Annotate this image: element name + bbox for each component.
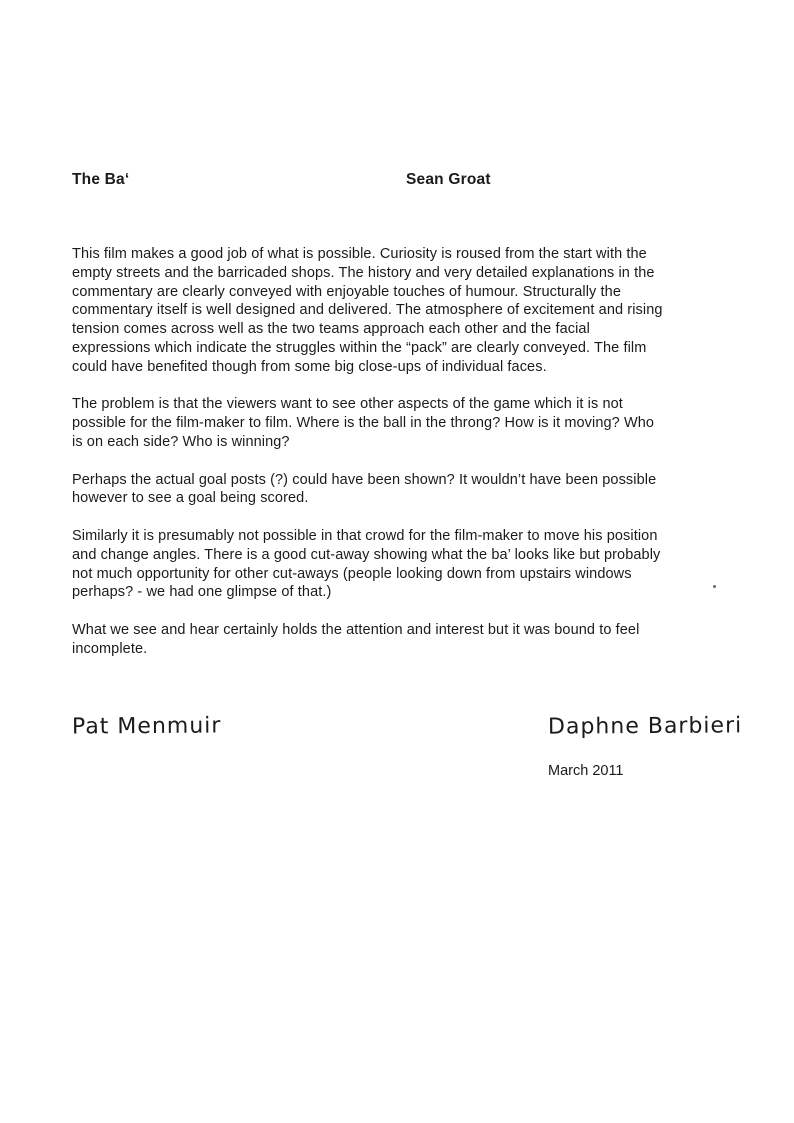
author-name: Sean Groat: [406, 171, 491, 188]
paragraph: [72, 395, 742, 451]
paragraph: [72, 527, 742, 602]
text-line: The problem is that the viewers want to see other aspects of the game which it is not: [72, 396, 623, 413]
text-line: perhaps? - we had one glimpse of that.): [72, 584, 332, 601]
page-title: The Ba‘: [72, 171, 130, 188]
text-line: incomplete.: [72, 640, 148, 657]
text-line: could have benefited though from some big close-ups of individual faces.: [72, 358, 547, 375]
signature-left: Pat Menmuir: [71, 713, 222, 740]
text-line: What we see and hear certainly holds the attention and interest but it was bound to feel: [72, 621, 640, 638]
document-header: [0, 171, 794, 193]
text-line: Similarly it is presumably not possible in that crowd for the film-maker to move his position: [72, 527, 658, 544]
text-line: and change angles. There is a good cut-away showing what the ba’ looks like but probably: [72, 546, 661, 563]
text-line: empty streets and the barricaded shops. The history and very detailed explanations in the: [72, 264, 655, 281]
text-line: however to see a goal being scored.: [72, 490, 309, 507]
paragraph: [72, 471, 742, 509]
text-line: tension comes across well as the two teams approach each other and the facial: [72, 321, 590, 338]
text-line: commentary itself is well designed and delivered. The atmosphere of excitement and rising: [72, 302, 663, 319]
text-line: possible for the film-maker to film. Where is the ball in the throng? How is it moving? Who: [72, 415, 655, 432]
document-date: March 2011: [548, 763, 624, 779]
text-line: Perhaps the actual goal posts (?) could have been shown? It wouldn’t have been possible: [72, 471, 657, 488]
scan-artifact-dot: [713, 585, 716, 588]
paragraph: [72, 621, 742, 659]
signature-right: Daphne Barbieri: [547, 713, 743, 740]
text-line: expressions which indicate the struggles within the “pack” are clearly conveyed. The film: [72, 339, 647, 356]
review-body: [72, 245, 742, 659]
paragraph: [72, 245, 742, 377]
text-line: This film makes a good job of what is possible. Curiosity is roused from the start with the: [72, 246, 647, 262]
text-line: not much opportunity for other cut-aways (people looking down from upstairs windows: [72, 565, 632, 582]
text-line: commentary are clearly conveyed with enjoyable touches of humour. Structurally the: [72, 283, 621, 300]
text-line: is on each side? Who is winning?: [72, 433, 290, 450]
